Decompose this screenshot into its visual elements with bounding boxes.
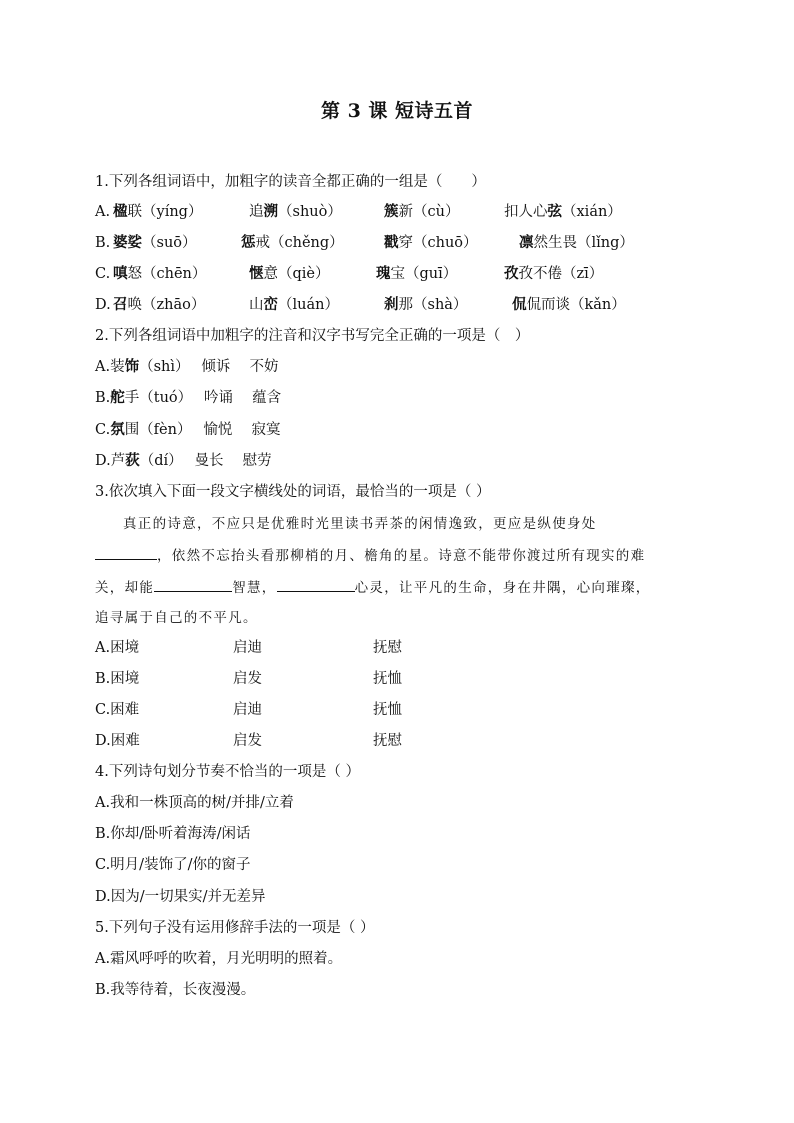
q5-option-b: B.我等待着，长夜漫漫。 — [95, 982, 256, 998]
q1-option-b: B. 婆娑（suō） 惩戒（chěng） 戳穿（chuō） 凛然生畏（lǐng） — [95, 234, 634, 251]
q4-option-d: D.因为/一切果实/并无差异 — [95, 889, 266, 905]
question-2-stem: 2.下列各组词语中加粗字的注音和汉字书写完全正确的一项是（ ） — [95, 328, 530, 344]
answer-blank-2[interactable] — [154, 577, 232, 592]
q3-option-d: D.困难 启发 抚慰 — [95, 733, 402, 749]
passage-line-3: 关，却能 智慧， 心灵，让平凡的生命，身在井隅，心向璀璨， — [95, 577, 705, 598]
question-3-stem: 3.依次填入下面一段文字横线处的词语，最恰当的一项是（ ） — [95, 484, 491, 500]
q1-a-4: 扣人心弦（xián） — [504, 203, 622, 220]
q1-option-a: A. 楹联（yíng） 追溯（shuò） 簇新（cù） 扣人心弦（xián） — [95, 203, 622, 220]
q3-option-c: C.困难 启迪 抚恤 — [95, 702, 402, 718]
passage-line-1: 真正的诗意，不应只是优雅时光里读书弄茶的闲情逸致，更应是纵使身处 — [123, 516, 597, 532]
q5-option-a: A.霜风呼呼的吹着，月光明明的照着。 — [95, 951, 343, 967]
question-4-stem: 4.下列诗句划分节奏不恰当的一项是（ ） — [95, 764, 360, 780]
q1-a-3: 簇新（cù） — [384, 203, 460, 220]
q4-option-b: B.你却/卧听着海涛/闲话 — [95, 826, 251, 842]
answer-blank-1[interactable] — [95, 545, 157, 560]
passage-line-2: ，依然不忘抬头看那柳梢的月、檐角的星。诗意不能带你渡过所有现实的难 — [95, 545, 705, 566]
q2-option-b: B.舵手（tuó） 吟诵 蕴含 — [95, 389, 282, 406]
q3-option-a: A.困境 启迪 抚慰 — [95, 640, 402, 656]
passage-line-4: 追寻属于自己的不平凡。 — [95, 610, 258, 626]
q3-option-b: B.困境 启发 抚恤 — [95, 671, 402, 687]
q4-option-c: C.明月/装饰了/你的窗子 — [95, 857, 251, 873]
q1-option-d: D. 召唤（zhāo） 山峦（luán） 刹那（shà） 侃侃而谈（kǎn） — [95, 296, 626, 313]
q2-option-c: C.氛围（fèn） 愉悦 寂寞 — [95, 421, 281, 438]
page-title: 第 3 课 短诗五首 — [320, 100, 474, 122]
question-1-stem: 1.下列各组词语中，加粗字的读音全都正确的一组是（ ） — [95, 174, 486, 190]
q1-option-c: C. 嗔怒（chēn） 惬意（qiè） 瑰宝（guī） 孜孜不倦（zī） — [95, 265, 604, 282]
question-5-stem: 5.下列句子没有运用修辞手法的一项是（ ） — [95, 920, 375, 936]
answer-blank-3[interactable] — [277, 577, 355, 592]
q4-option-a: A.我和一株顶高的树/并排/立着 — [95, 795, 294, 811]
q2-option-d: D.芦荻（dí） 曼长 慰劳 — [95, 452, 272, 469]
q2-option-a: A.装饰（shì） 倾诉 不妨 — [95, 358, 279, 375]
q1-a-2: 追溯（shuò） — [249, 203, 342, 220]
